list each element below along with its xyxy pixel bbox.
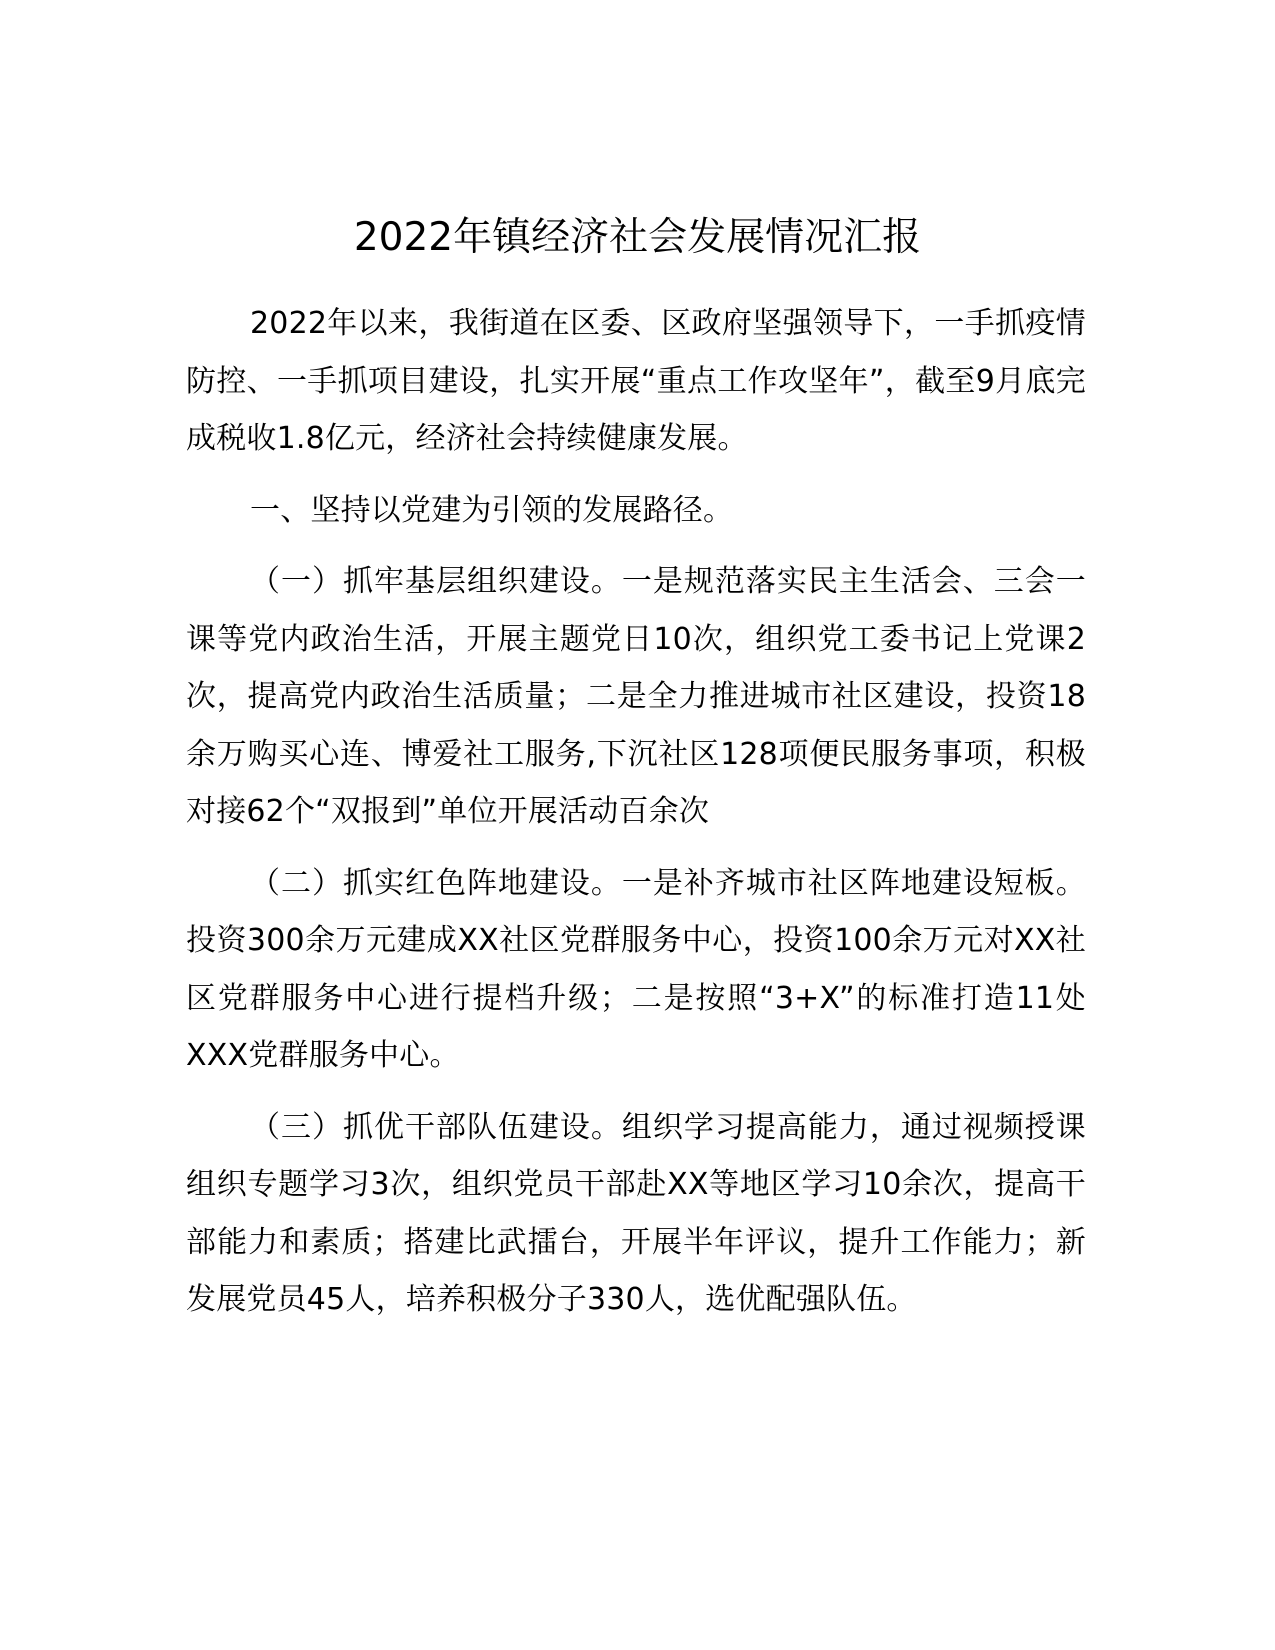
intro-paragraph: 2022年以来，我街道在区委、区政府坚强领导下，一手抓疫情防控、一手抓项目建设，扎实开展“重点工作攻坚年”，截至9月底完成税收1.8亿元，经济社会持续健康发展。 [186,306,1086,456]
subsection-paragraph-1: （一）抓牢基层组织建设。一是规范落实民主生活会、三会一课等党内政治生活，开展主题党日10次，组织党工委书记上党课2次，提高党内政治生活质量；二是全力推进城市社区建设，投资18余万购买心连、博爱社工服务,下沉社区128项便民服务事项，积极对接62个“双报到”单位开展活动百余次 [186,564,1086,829]
page-title: 2022年镇经济社会发展情况汇报 [353,215,922,260]
subsection-paragraph-3: （三）抓优干部队伍建设。组织学习提高能力，通过视频授课组织专题学习3次，组织党员干部赴XX等地区学习10余次，提高干部能力和素质；搭建比武擂台，开展半年评议，提升工作能力；新发展党员45人，培养积极分子330人，选优配强队伍。 [186,1109,1086,1317]
subsection-paragraph-2: （二）抓实红色阵地建设。一是补齐城市社区阵地建设短板。投资300余万元建成XX社区党群服务中心，投资100余万元对XX社区党群服务中心进行提档升级；二是按照“3+X”的标准打造11处XXX党群服务中心。 [186,865,1086,1073]
document-body [186,295,1086,1329]
section-heading-1: 一、坚持以党建为引领的发展路径。 [250,492,734,528]
